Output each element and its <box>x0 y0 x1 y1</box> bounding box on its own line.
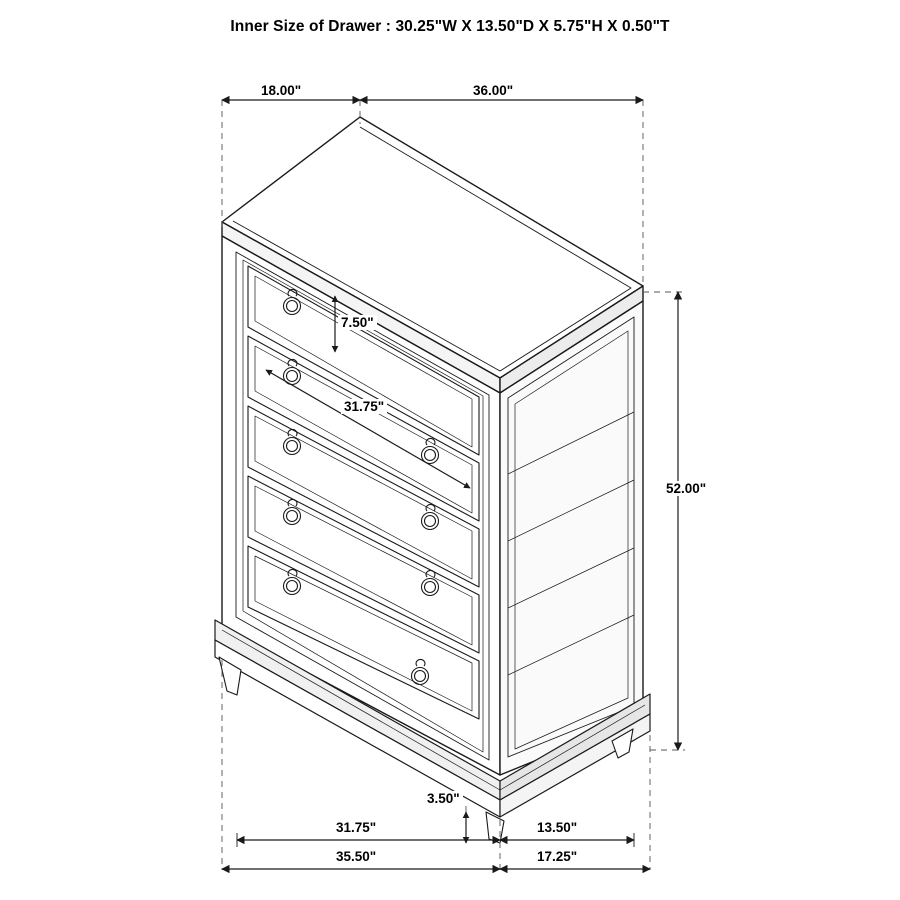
page-title: Inner Size of Drawer : 30.25"W X 13.50"D X 5.75"H X 0.50"T <box>230 18 670 35</box>
dimension-label-17-25: 17.25" <box>534 849 580 864</box>
dimension-label-7-50: 7.50" <box>338 315 377 330</box>
dimension-label-31-75-drawer: 31.75" <box>341 399 387 414</box>
dimension-label-18: 18.00" <box>258 83 304 98</box>
dimension-label-36: 36.00" <box>470 83 516 98</box>
dimension-label-52-00: 52.00" <box>663 481 709 496</box>
chest-body <box>215 117 650 843</box>
dimension-label-31-75-bottom: 31.75" <box>333 820 379 835</box>
dimension-label-13-50: 13.50" <box>534 820 580 835</box>
dimension-label-35-50: 35.50" <box>333 849 379 864</box>
dimension-label-3-50: 3.50" <box>424 791 463 806</box>
